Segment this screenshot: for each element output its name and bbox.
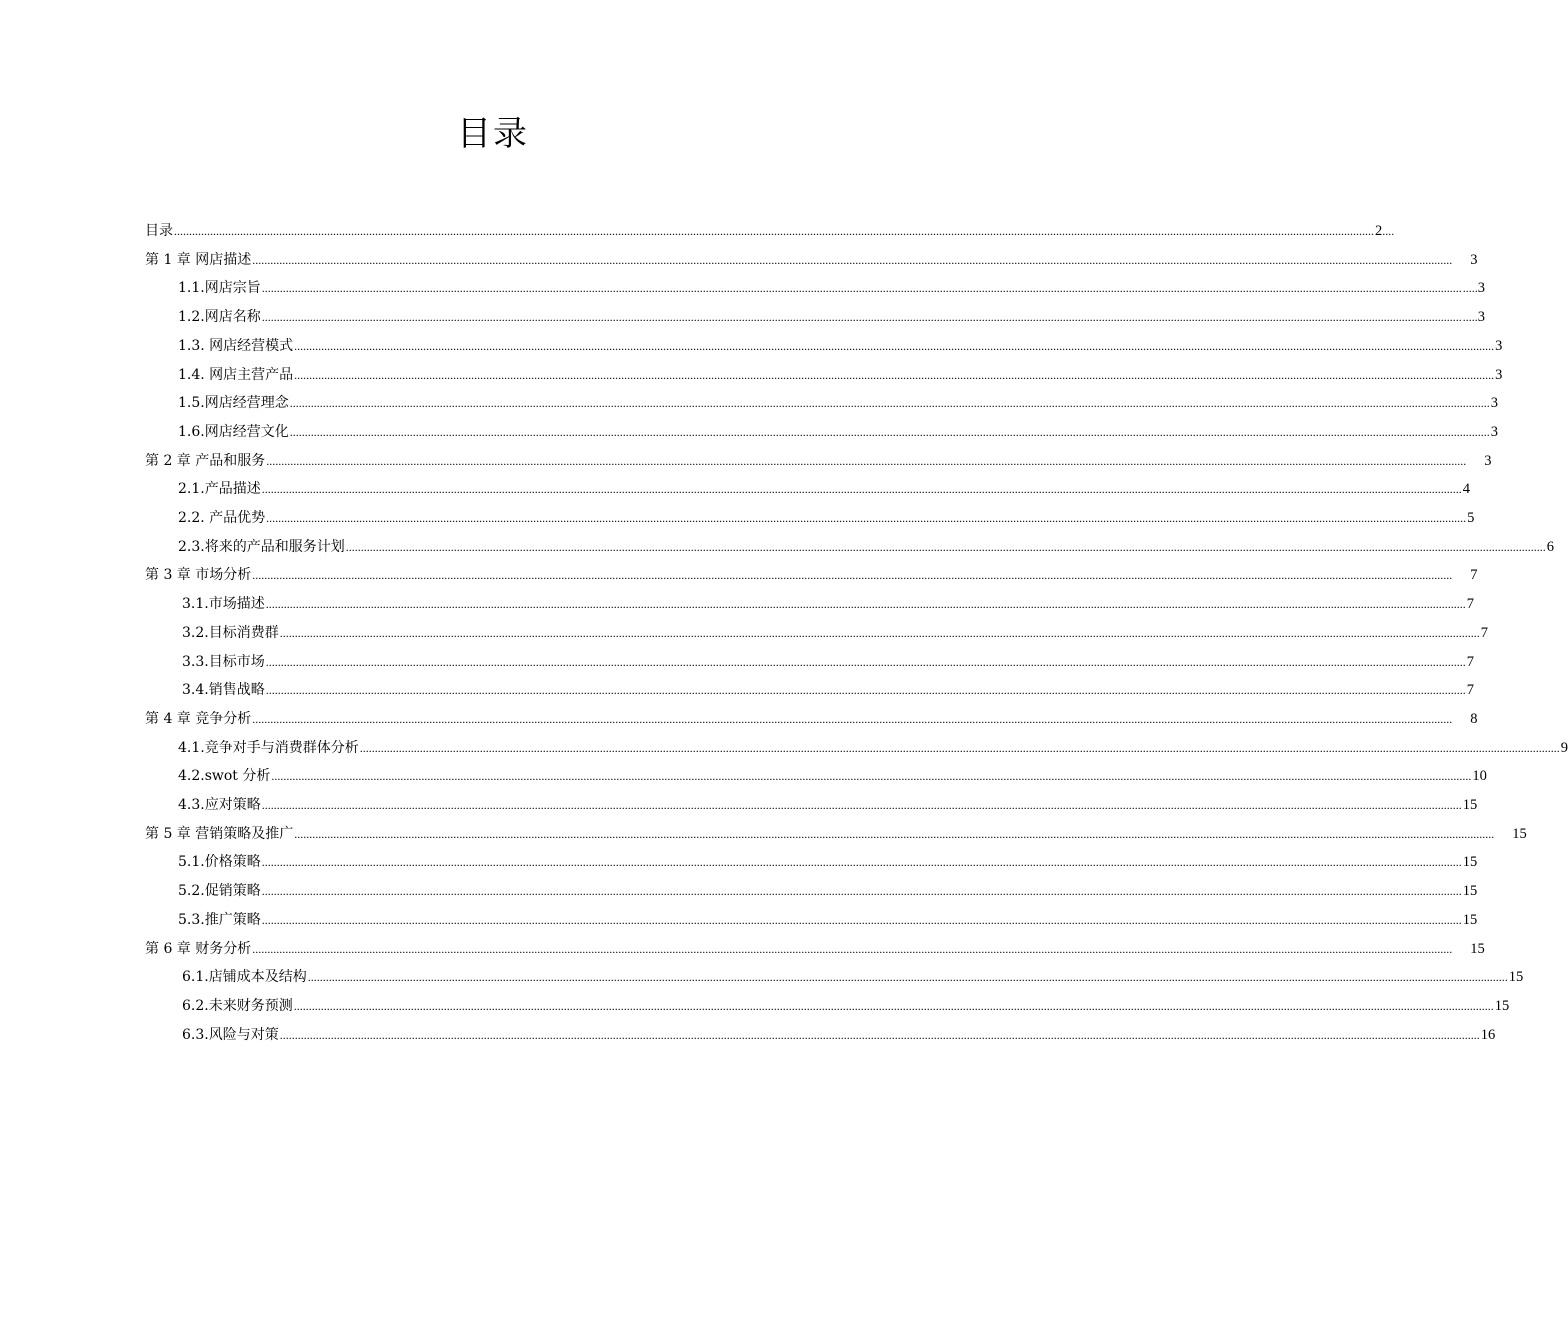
toc-entry[interactable] <box>178 786 1478 814</box>
toc-entry[interactable] <box>182 643 1474 671</box>
toc-page-number: 5 <box>1467 510 1475 526</box>
toc-page-number: 15 <box>1462 883 1478 900</box>
toc-dot-leader: ................................................................................................................................................................................................................................................................................................................................................................................................................ <box>266 511 1467 525</box>
toc-entry[interactable] <box>178 356 1503 384</box>
toc-entry-label: 3.1.市场描述 <box>182 596 265 613</box>
toc-entry-label: 5.2.促销策略 <box>178 883 261 900</box>
toc-page-number: 3 <box>1477 309 1485 326</box>
toc-entry-label: 1.6.网店经营文化 <box>178 423 289 440</box>
toc-chapter-entry[interactable] <box>145 815 1527 843</box>
toc-dot-leader: ................................................................................................................................................................................................................................................................................................................................................................................................................ <box>261 798 1462 812</box>
toc-entry[interactable] <box>182 614 1488 642</box>
toc-page-number: 6 <box>1546 538 1554 555</box>
toc-entry-label: 3.3.目标市场 <box>182 653 265 670</box>
toc-entry-label: 2.1.产品描述 <box>178 481 261 498</box>
toc-page-number: 3 <box>1490 423 1498 440</box>
toc-page-number: 8 <box>1470 710 1478 727</box>
toc-page-number: 4 <box>1462 481 1470 498</box>
toc-trailing-dots: .... <box>1382 224 1395 238</box>
toc-page-number: 7 <box>1466 596 1474 613</box>
toc-dot-leader: ................................................................................................................................................................................................................................................................................................................................................................................................................ <box>261 912 1462 927</box>
toc-entry-label: 1.2.网店名称 <box>178 309 261 326</box>
toc-dot-leader: ................................................................................................................................................................................................................................................................................................................................................................................................................ <box>252 711 1453 726</box>
toc-entry[interactable] <box>182 585 1474 613</box>
toc-dot-leader: ................................................................................................................................................................................................................................................................................................................................................................................................................ <box>261 482 1462 497</box>
toc-page-number: 2 <box>1375 223 1383 239</box>
toc-dot-leader: ................................................................................................................................................................................................................................................................................................................................................................................................................ <box>289 396 1490 411</box>
toc-dot-leader: ..... <box>1462 281 1478 296</box>
toc-page-number: 10 <box>1472 768 1487 785</box>
toc-dot-leader: ................................................................................................................................................................................................................................................................................................................................................................................................................ <box>261 884 1462 899</box>
toc-entry[interactable] <box>178 327 1503 355</box>
toc-dot-leader: ................................................................................................................................................................................................................................................................................................................................................................................................................ <box>279 1027 1480 1042</box>
toc-chapter-entry[interactable] <box>145 700 1478 728</box>
toc-dot-leader: ................................................................................................................................................................................................................................................................................................................................................................................................................ <box>266 453 1467 468</box>
toc-page-number: 3 <box>1495 337 1503 354</box>
table-of-contents <box>0 212 1568 1052</box>
toc-entry-label: 6.2.未来财务预测 <box>182 997 293 1014</box>
toc-page-number: 7 <box>1466 682 1474 699</box>
toc-dot-leader: ................................................................................................................................................................................................................................................................................................................................................................................................................ <box>289 424 1490 439</box>
toc-entry[interactable] <box>182 987 1510 1015</box>
toc-entry[interactable] <box>178 901 1478 929</box>
toc-entry[interactable] <box>178 729 1568 757</box>
toc-entry-label: 2.2. 产品优势 <box>178 510 266 526</box>
toc-dot-leader: ................................................................................................................................................................................................................................................................................................................................................................................................................ <box>293 998 1494 1013</box>
toc-entry[interactable] <box>178 872 1478 900</box>
toc-entry-label: 3.2.目标消费群 <box>182 624 279 641</box>
toc-dot-leader: ................................................................................................................................................................................................................................................................................................................................................................................................................ <box>252 252 1453 267</box>
toc-entry-label: 目录 <box>145 223 173 239</box>
toc-dot-leader: ................................................................................................................................................................................................................................................................................................................................................................................................................ <box>271 769 1472 784</box>
toc-dot-leader: ................................................................................................................................................................................................................................................................................................................................................................................................................ <box>265 597 1466 612</box>
toc-dot-leader: ................................................................................................................................................................................................................................................................................................................................................................................................................ <box>294 367 1495 382</box>
toc-page-number: 3 <box>1490 395 1498 412</box>
toc-entry-label: 1.1.网店宗旨 <box>178 280 261 297</box>
toc-dot-leader: ................................................................................................................................................................................................................................................................................................................................................................................................................ <box>294 338 1495 353</box>
toc-entry-label: 4.3.应对策略 <box>178 797 261 813</box>
toc-page-number: 15 <box>1470 940 1485 957</box>
toc-page-number: 3 <box>1470 251 1478 268</box>
toc-entry-label: 5.1.价格策略 <box>178 854 261 871</box>
toc-entry-label: 第 6 章 财务分析 <box>145 940 252 957</box>
toc-entry[interactable] <box>178 298 1485 326</box>
toc-entry-label: 4.1.竞争对手与消费群体分析 <box>178 739 359 756</box>
toc-page-number: 15 <box>1508 969 1524 986</box>
toc-entry[interactable] <box>182 1016 1496 1044</box>
toc-entry[interactable] <box>178 528 1554 556</box>
toc-entry-label: 6.1.店铺成本及结构 <box>182 969 307 986</box>
toc-entry-label: 4.2.swot 分析 <box>178 768 271 785</box>
toc-entry[interactable] <box>178 470 1470 498</box>
toc-dot-leader: ................................................................................................................................................................................................................................................................................................................................................................................................................ <box>252 941 1453 956</box>
toc-dot-leader: ................................................................................................................................................................................................................................................................................................................................................................................................................ <box>359 740 1560 755</box>
toc-entry-label: 第 5 章 营销策略及推广 <box>145 825 294 842</box>
toc-dot-leader: ................................................................................................................................................................................................................................................................................................................................................................................................................ <box>265 683 1466 698</box>
toc-entry[interactable] <box>178 269 1485 297</box>
toc-page-number: 15 <box>1462 797 1478 813</box>
toc-entry[interactable] <box>178 413 1498 441</box>
toc-entry-label: 第 2 章 产品和服务 <box>145 452 266 469</box>
toc-page-number: 7 <box>1480 624 1488 641</box>
toc-page-number: 7 <box>1470 567 1478 584</box>
toc-page-number: 15 <box>1512 825 1527 842</box>
toc-entry[interactable] <box>178 757 1487 785</box>
toc-entry-label: 5.3.推广策略 <box>178 911 261 928</box>
toc-page-number: 15 <box>1494 997 1510 1014</box>
toc-entry-label: 2.3.将来的产品和服务计划 <box>178 538 345 555</box>
toc-entry[interactable] <box>182 671 1474 699</box>
toc-chapter-entry[interactable] <box>145 930 1485 958</box>
toc-chapter-entry[interactable] <box>145 442 1492 470</box>
toc-dot-leader: ................................................................................................................................................................................................................................................................................................................................................................................................................ <box>174 224 1374 238</box>
toc-entry[interactable] <box>182 958 1524 986</box>
toc-entry[interactable] <box>178 843 1478 871</box>
toc-entry-label: 1.3. 网店经营模式 <box>178 337 294 354</box>
toc-dot-leader: ................................................................................................................................................................................................................................................................................................................................................................................................................ <box>294 826 1495 841</box>
toc-chapter-entry[interactable] <box>145 556 1478 584</box>
toc-entry-label: 第 3 章 市场分析 <box>145 567 252 584</box>
toc-page-number: 3 <box>1495 366 1503 383</box>
toc-page-number: 15 <box>1462 854 1478 871</box>
toc-dot-leader: ................................................................................................................................................................................................................................................................................................................................................................................................................ <box>261 310 1462 325</box>
toc-chapter-entry[interactable] <box>145 241 1478 269</box>
toc-entry[interactable] <box>145 212 1395 240</box>
toc-page-number: 16 <box>1480 1026 1496 1043</box>
toc-page-number: 9 <box>1560 739 1568 756</box>
toc-dot-leader: ................................................................................................................................................................................................................................................................................................................................................................................................................ <box>252 568 1453 583</box>
toc-entry-label: 3.4.销售战略 <box>182 682 265 699</box>
toc-entry-label: 第 1 章 网店描述 <box>145 251 252 268</box>
toc-entry[interactable] <box>178 499 1475 527</box>
toc-page-number: 7 <box>1466 653 1474 670</box>
toc-page-number: 3 <box>1477 280 1485 297</box>
toc-dot-leader: ................................................................................................................................................................................................................................................................................................................................................................................................................ <box>265 654 1466 669</box>
toc-dot-leader: ................................................................................................................................................................................................................................................................................................................................................................................................................ <box>345 539 1546 554</box>
toc-entry-label: 1.4. 网店主营产品 <box>178 366 294 383</box>
toc-entry-label: 6.3.风险与对策 <box>182 1026 279 1043</box>
toc-page-number: 15 <box>1462 911 1478 928</box>
toc-dot-leader: ................................................................................................................................................................................................................................................................................................................................................................................................................ <box>279 625 1480 640</box>
toc-dot-leader: ................................................................................................................................................................................................................................................................................................................................................................................................................ <box>307 970 1508 985</box>
toc-entry-label: 1.5.网店经营理念 <box>178 395 289 412</box>
toc-dot-leader: ..... <box>1462 310 1478 325</box>
toc-entry[interactable] <box>178 384 1498 412</box>
toc-page-number: 3 <box>1484 452 1492 469</box>
toc-dot-leader: ................................................................................................................................................................................................................................................................................................................................................................................................................ <box>261 855 1462 870</box>
toc-dot-leader: ................................................................................................................................................................................................................................................................................................................................................................................................................ <box>261 281 1462 296</box>
page-title: 目录 <box>457 114 529 154</box>
toc-entry-label: 第 4 章 竞争分析 <box>145 710 252 727</box>
